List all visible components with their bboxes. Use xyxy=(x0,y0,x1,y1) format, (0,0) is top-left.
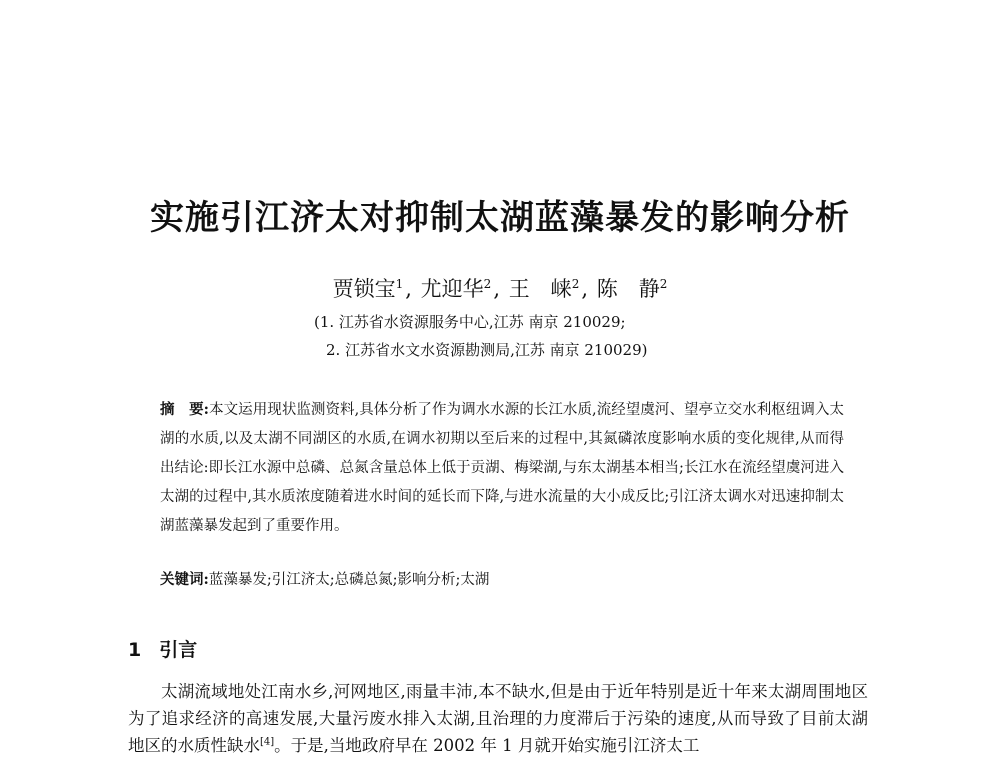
abstract xyxy=(160,395,844,541)
author-separator: , xyxy=(493,277,500,301)
body-paragraph xyxy=(128,678,868,759)
body-text-part-1: 太湖流域地处江南水乡,河网地区,雨量丰沛,本不缺水,但是由于近年特别是近十年来太湖周围地区为了追求经济的高速发展,大量污废水排入太湖,且治理的力度滞后于污染的速度,从而导致了目前太湖地区的水质性缺水 xyxy=(128,682,868,755)
author-2-affil-mark: 2 xyxy=(483,277,492,291)
author-4-name: 陈 静 xyxy=(596,277,660,301)
section-title: 引言 xyxy=(159,639,198,661)
author-1-name: 贾锁宝 xyxy=(332,277,396,301)
abstract-text: 本文运用现状监测资料,具体分析了作为调水水源的长江水质,流经望虞河、望亭立交水利枢纽调入太湖的水质,以及太湖不同湖区的水质,在调水初期以至后来的过程中,其氮磷浓度影响水质的变化规律,从而得出结论:即长江水源中总磷、总氮含量总体上低于贡湖、梅梁湖,与东太湖基本相当;长江水在流经望虞河进入太湖的过程中,其水质浓度随着进水时间的延长而下降,与进水流量的大小成反比;引江济太调水对迅速抑制太湖蓝藻暴发起到了重要作用。 xyxy=(160,402,845,534)
keywords-text: 蓝藻暴发;引江济太;总磷总氮;影响分析;太湖 xyxy=(208,572,490,588)
keywords-label: 关键词: xyxy=(160,571,209,588)
author-separator: , xyxy=(581,277,589,301)
author-3-affil-mark: 2 xyxy=(571,277,580,291)
section-heading xyxy=(128,636,197,664)
author-separator: , xyxy=(405,277,412,301)
author-2-name: 尤迎华 xyxy=(420,277,484,301)
citation-ref: [4] xyxy=(260,736,275,748)
author-1-affil-mark: 1 xyxy=(395,277,404,291)
author-3 xyxy=(509,277,580,301)
affiliation-2: 2. 江苏省水文水资源勘测局,江苏 南京 210029) xyxy=(326,341,648,359)
author-list xyxy=(0,274,1000,304)
keywords xyxy=(160,569,844,591)
author-1 xyxy=(333,277,404,301)
abstract-label: 摘 要: xyxy=(160,401,210,418)
author-3-name: 王 崃 xyxy=(508,277,572,301)
affiliation-1: (1. 江苏省水资源服务中心,江苏 南京 210029; xyxy=(314,313,626,331)
author-2 xyxy=(421,277,492,301)
paper-title: 实施引江济太对抑制太湖蓝藻暴发的影响分析 xyxy=(150,198,850,238)
author-4-affil-mark: 2 xyxy=(659,277,668,291)
body-text-part-2: 。于是,当地政府早在 2002 年 1 月就开始实施引江济太工 xyxy=(274,736,700,755)
author-4 xyxy=(597,277,668,301)
section-number: 1 xyxy=(128,639,142,661)
